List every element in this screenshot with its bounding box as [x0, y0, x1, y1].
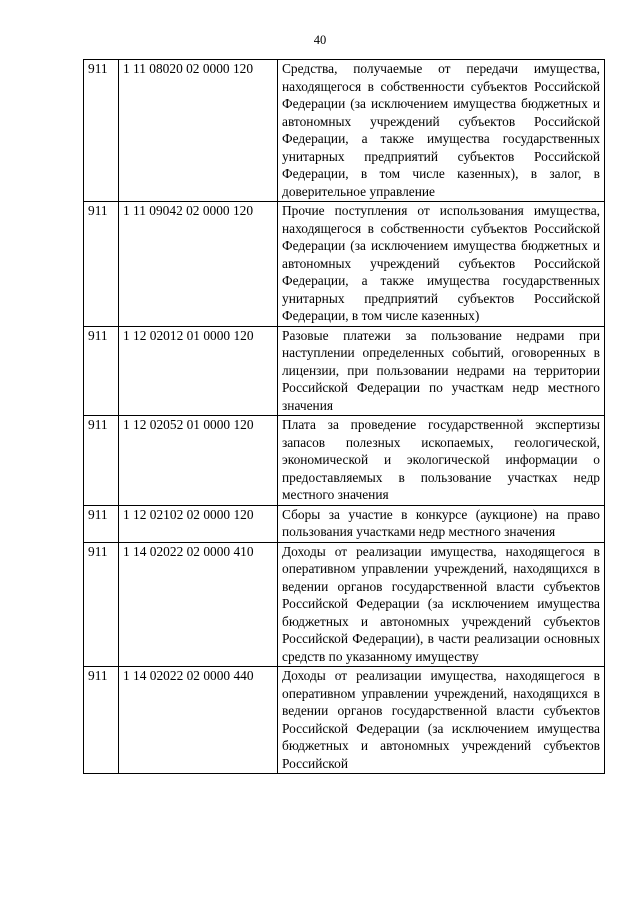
table-row — [84, 542, 605, 667]
description-cell: Сборы за участие в конкурсе (аукционе) на право пользования участками недр местного значения — [278, 505, 605, 542]
admin-code-cell: 911 — [84, 667, 119, 774]
page-number: 40 — [313, 33, 327, 47]
table-row — [84, 60, 605, 202]
description-cell: Прочие поступления от использования имущества, находящегося в собственности субъектов Российской Федерации (за исключением имущества бюджетных и автономных учреждений субъектов Российской Федерации, а также имущества государственных унитарных предприятий субъектов Российской Федерации, в том числе казенных) — [278, 202, 605, 327]
budget-code-cell: 1 12 02012 01 0000 120 — [119, 326, 278, 416]
description-cell: Разовые платежи за пользование недрами при наступлении определенных событий, оговоренных в лицензии, при пользовании недрами на территории Российской Федерации по участкам недр местного значения — [278, 326, 605, 416]
table-row — [84, 667, 605, 774]
table-row — [84, 416, 605, 506]
admin-code-cell: 911 — [84, 202, 119, 327]
budget-code-cell: 1 12 02102 02 0000 120 — [119, 505, 278, 542]
table-row — [84, 202, 605, 327]
admin-code-cell: 911 — [84, 60, 119, 202]
table-row — [84, 505, 605, 542]
description-cell: Доходы от реализации имущества, находящегося в оперативном управлении учреждений, находящихся в ведении органов государственной власти субъектов Российской Федерации (за исключением имущества бюджетных и автономных учреждений субъектов Российской — [278, 667, 605, 774]
budget-code-cell: 1 11 09042 02 0000 120 — [119, 202, 278, 327]
table-body — [84, 60, 605, 774]
description-cell: Плата за проведение государственной экспертизы запасов полезных ископаемых, геологической, экономической и экологической информации о предоставляемых в пользование участках недр местного значения — [278, 416, 605, 506]
description-cell: Доходы от реализации имущества, находящегося в оперативном управлении учреждений, находящихся в ведении органов государственной власти субъектов Российской Федерации (за исключением имущества бюджетных и автономных учреждений субъектов Российской Федерации), в части реализации основных средств по указанному имуществу — [278, 542, 605, 667]
admin-code-cell: 911 — [84, 505, 119, 542]
budget-code-cell: 1 14 02022 02 0000 440 — [119, 667, 278, 774]
admin-code-cell: 911 — [84, 542, 119, 667]
budget-code-cell: 1 12 02052 01 0000 120 — [119, 416, 278, 506]
budget-code-cell: 1 11 08020 02 0000 120 — [119, 60, 278, 202]
admin-code-cell: 911 — [84, 326, 119, 416]
table-row — [84, 326, 605, 416]
budget-classification-table — [83, 59, 605, 774]
budget-code-cell: 1 14 02022 02 0000 410 — [119, 542, 278, 667]
admin-code-cell: 911 — [84, 416, 119, 506]
description-cell: Средства, получаемые от передачи имущества, находящегося в собственности субъектов Российской Федерации (за исключением имущества бюджетных и автономных учреждений субъектов Российской Федерации, а также имущества государственных унитарных предприятий субъектов Российской Федерации, в том числе казенных), в залог, в доверительное управление — [278, 60, 605, 202]
